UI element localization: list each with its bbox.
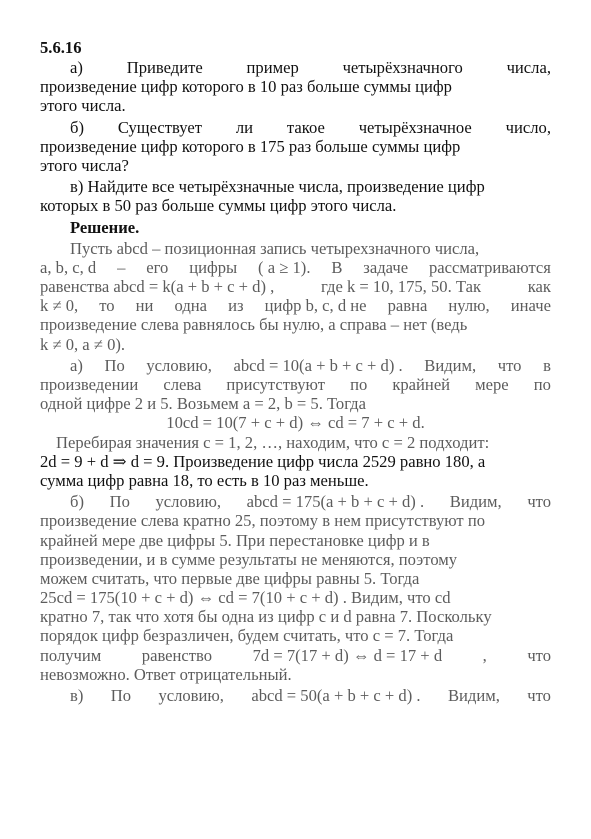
solution-intro	[40, 239, 551, 354]
text-line: произведение цифр которого в 10 раз больше суммы цифр	[40, 77, 452, 97]
text-line: б) Существует ли такое четырёхзначное число,	[70, 117, 551, 137]
text-line: б) По условию, abcd = 175(a + b + c + d) . Видим, что	[70, 492, 551, 512]
text-line: 25cd = 175(10 + c + d) ⇔ cd = 7(10 + c + d) . Видим, что cd	[40, 588, 451, 608]
text-line: а) По условию, abcd = 10(a + b + c + d) . Видим, что в	[70, 355, 551, 375]
problem-part-a	[40, 58, 551, 116]
text-line: в) Найдите все четырёхзначные числа, произведение цифр	[70, 177, 485, 197]
text-line: 2d = 9 + d ⇒ d = 9. Произведение цифр числа 2529 равно 180, а	[40, 451, 486, 471]
equation: 10cd = 10(7 + c + d) ⇔ cd = 7 + c + d.	[166, 413, 425, 433]
problem-part-c	[40, 177, 551, 215]
text-line: этого числа?	[40, 155, 129, 175]
text-line: произведение слева равнялось бы нулю, а справа – нет (ведь	[40, 315, 468, 335]
text-line: в) По условию, abcd = 50(a + b + c + d) . Видим, что	[70, 686, 551, 705]
text-line: равенства abcd = k(a + b + c + d) , где k = 10, 175, 50. Так как	[40, 277, 551, 297]
text-line: одной цифре 2 и 5. Возьмем a = 2, b = 5. Тогда	[40, 394, 366, 414]
text-line: получим равенство 7d = 7(17 + d) ⇔ d = 17 + d , что	[40, 645, 551, 665]
text-line: а) Приведите пример четырёхзначного числа,	[70, 58, 551, 77]
text-line: произведение цифр которого в 175 раз больше суммы цифр	[40, 136, 461, 156]
text-line: Перебирая значения c = 1, 2, …, находим, что c = 2 подходит:	[56, 432, 490, 452]
solution-case-c	[40, 686, 551, 705]
text-line: a, b, c, d – его цифры ( a ≥ 1). В задаче рассматриваются	[40, 257, 551, 277]
solution-heading: Решение.	[70, 217, 140, 237]
problem-number: 5.6.16	[40, 38, 82, 57]
text-line: можем считать, что первые две цифры равны 5. Тогда	[40, 568, 420, 588]
text-line: порядок цифр безразличен, будем считать, что c = 7. Тогда	[40, 626, 454, 646]
text-line: k ≠ 0, то ни одна из цифр b, c, d не равна нулю, иначе	[40, 296, 551, 316]
text-line: сумма цифр равна 18, то есть в 10 раз меньше.	[40, 470, 369, 490]
text-line: произведение слева кратно 25, поэтому в нем присутствуют по	[40, 511, 486, 531]
text-line: кратно 7, так что хотя бы одна из цифр c и d равна 7. Поскольку	[40, 607, 492, 627]
text-line: произведении, и в сумме результаты не меняются, поэтому	[40, 549, 458, 569]
solution-case-b	[40, 492, 551, 684]
solution-case-a	[40, 356, 551, 490]
text-line: этого числа.	[40, 96, 126, 116]
text-line: произведении слева присутствуют по крайней мере по	[40, 375, 551, 394]
text-line: Пусть abcd – позиционная запись четырехзначного числа,	[70, 238, 480, 258]
text-line: которых в 50 раз больше суммы цифр этого числа.	[40, 196, 397, 216]
text-line: невозможно. Ответ отрицательный.	[40, 664, 292, 684]
document-page	[40, 38, 551, 705]
problem-part-b	[40, 118, 551, 176]
text-line: крайней мере две цифры 5. При перестановке цифр и в	[40, 530, 430, 550]
text-line: k ≠ 0, a ≠ 0).	[40, 334, 126, 354]
